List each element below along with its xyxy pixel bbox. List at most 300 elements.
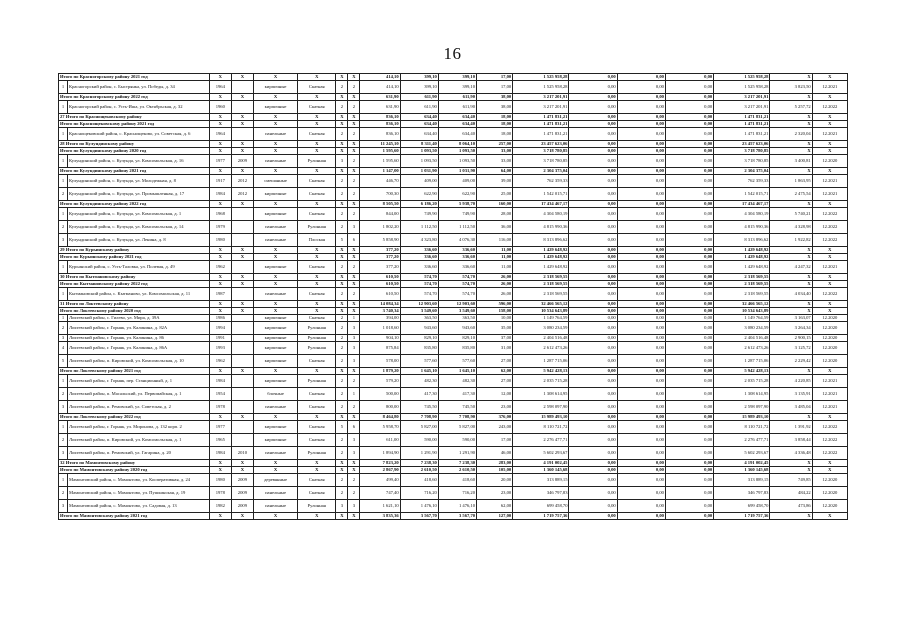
cell: X xyxy=(298,94,336,101)
cell: 1 147,00 xyxy=(360,168,400,175)
cell: 1 429 648,92 xyxy=(714,254,770,261)
cell: 1 149 764,59 xyxy=(714,315,770,322)
cell: 2009 xyxy=(231,500,253,513)
cell: 1 018,60 xyxy=(360,322,400,335)
cell: X xyxy=(231,308,253,315)
cell: 0,00 xyxy=(665,414,713,421)
address-cell: Локтевский район, г. Горняк, ул. Калинина, д. 86А xyxy=(68,342,210,355)
cell: X xyxy=(812,121,847,128)
cell: панельные xyxy=(253,128,297,141)
cell: X xyxy=(770,308,812,315)
cell: 3 858,44 xyxy=(770,434,812,447)
cell: 0,00 xyxy=(617,121,665,128)
cell: 1977 xyxy=(209,421,231,434)
cell: X xyxy=(812,254,847,261)
cell: 1 xyxy=(59,128,68,141)
cell: 0,00 xyxy=(569,221,617,234)
cell: 2 318 569,55 xyxy=(714,281,770,288)
cell: 0,00 xyxy=(569,460,617,467)
cell: 0,00 xyxy=(665,460,713,467)
cell: X xyxy=(209,301,231,308)
cell: X xyxy=(298,308,336,315)
cell: X xyxy=(231,368,253,375)
cell: X xyxy=(812,368,847,375)
cell: X xyxy=(348,114,360,121)
cell: 0,00 xyxy=(569,74,617,81)
cell: 336,60 xyxy=(438,261,476,274)
cell: 3 718 780,85 xyxy=(513,148,569,155)
cell: 0,00 xyxy=(665,201,713,208)
cell: Скатная xyxy=(298,288,336,301)
cell: 2 318 569,55 xyxy=(513,274,569,281)
cell: 0,00 xyxy=(617,221,665,234)
cell: 0,00 xyxy=(665,148,713,155)
subtotal-label: Итого по Красногорскому району 2022 год xyxy=(59,94,210,101)
cell: 0,00 xyxy=(617,315,665,322)
cell: 745,50 xyxy=(400,401,438,414)
cell: X xyxy=(209,254,231,261)
cell: 1 471 831,21 xyxy=(714,128,770,141)
building-row xyxy=(59,434,848,447)
cell: X xyxy=(253,460,297,467)
cell: 943,60 xyxy=(400,322,438,335)
cell: 1964 xyxy=(209,81,231,94)
cell: 0,00 xyxy=(569,148,617,155)
cell: X xyxy=(348,308,360,315)
cell: 25,00 xyxy=(477,188,513,201)
cell: X xyxy=(812,460,847,467)
cell: 5 xyxy=(59,355,68,368)
cell: 409,00 xyxy=(400,175,438,188)
cell: 0,00 xyxy=(569,342,617,355)
cell: 3 163,07 xyxy=(770,315,812,322)
cell: 3 xyxy=(348,221,360,234)
address-cell: Локтевский район, г. Горняк, ул. Калинина, д. 82А xyxy=(68,322,210,335)
cell: 0,00 xyxy=(617,288,665,301)
cell: 2 xyxy=(348,81,360,94)
cell: смешанные xyxy=(253,175,297,188)
cell: 0,00 xyxy=(665,388,713,401)
cell: Рулонная xyxy=(298,155,336,168)
housing-repair-table xyxy=(58,73,848,520)
cell: 376,00 xyxy=(477,414,513,421)
cell: деревянные xyxy=(253,474,297,487)
cell: X xyxy=(336,254,348,261)
cell: 1 112,50 xyxy=(400,221,438,234)
cell: 17,00 xyxy=(477,81,513,94)
cell: 2 xyxy=(336,434,348,447)
cell: 716,20 xyxy=(400,487,438,500)
cell: 2012 xyxy=(231,188,253,201)
subtotal-row xyxy=(59,460,848,467)
building-row xyxy=(59,175,848,188)
subtotal-label: Итого по Краснощековскому району 2021 год xyxy=(59,121,210,128)
cell: 610,50 xyxy=(360,281,400,288)
cell: 0,00 xyxy=(665,74,713,81)
cell: X xyxy=(209,168,231,175)
cell: X xyxy=(770,201,812,208)
cell: 2 xyxy=(336,175,348,188)
cell: 12.2020 xyxy=(812,355,847,368)
subtotal-label: 29 Итого по Курьинскому району xyxy=(59,247,210,254)
cell: 336,60 xyxy=(438,247,476,254)
cell: 12.2021 xyxy=(812,128,847,141)
cell: 0,00 xyxy=(569,474,617,487)
cell: 1 360 145,68 xyxy=(714,467,770,474)
cell: 336,60 xyxy=(400,247,438,254)
cell: 0,00 xyxy=(665,114,713,121)
cell: 0,00 xyxy=(569,447,617,460)
cell: X xyxy=(336,94,348,101)
cell: 0,00 xyxy=(665,487,713,500)
cell: 574,70 xyxy=(438,274,476,281)
cell: 3 567,70 xyxy=(438,513,476,520)
cell: 3 xyxy=(59,401,68,414)
cell: 0,00 xyxy=(665,221,713,234)
cell xyxy=(231,322,253,335)
cell: 0,00 xyxy=(617,467,665,474)
cell: 12.2021 xyxy=(812,81,847,94)
cell: Скатная xyxy=(298,434,336,447)
cell: X xyxy=(253,301,297,308)
cell: 2 610,50 xyxy=(400,467,438,474)
cell: X xyxy=(336,148,348,155)
cell: X xyxy=(812,141,847,148)
subtotal-row xyxy=(59,141,848,148)
cell: 0,00 xyxy=(617,500,665,513)
cell: 1 429 648,92 xyxy=(513,254,569,261)
cell: 1 287 715,06 xyxy=(714,355,770,368)
cell: Скатная xyxy=(298,128,336,141)
cell: X xyxy=(770,148,812,155)
cell: X xyxy=(336,114,348,121)
cell: X xyxy=(298,148,336,155)
cell: 12.2020 xyxy=(812,335,847,342)
cell: 3 264,34 xyxy=(770,322,812,335)
cell: 0,00 xyxy=(617,368,665,375)
cell: 3 xyxy=(348,434,360,447)
address-cell: Локтевский район, с. Гилево, ул. Мира, д. 39А xyxy=(68,315,210,322)
cell: X xyxy=(812,414,847,421)
cell: 4 815 990,36 xyxy=(714,221,770,234)
cell: панельные xyxy=(253,234,297,247)
cell: 5 xyxy=(336,234,348,247)
cell: 1 093,50 xyxy=(438,148,476,155)
cell: 0,00 xyxy=(665,500,713,513)
cell: 1 645,10 xyxy=(438,368,476,375)
cell: 1 542 015,71 xyxy=(513,188,569,201)
cell: 12.2022 xyxy=(812,288,847,301)
cell: 1978 xyxy=(209,487,231,500)
cell: X xyxy=(348,141,360,148)
cell: 829,10 xyxy=(438,335,476,342)
cell: 836,10 xyxy=(360,128,400,141)
cell: 3 xyxy=(348,335,360,342)
building-row xyxy=(59,401,848,414)
cell: 0,00 xyxy=(569,234,617,247)
cell: 749,90 xyxy=(438,208,476,221)
cell: 36,00 xyxy=(477,221,513,234)
cell: 0,00 xyxy=(617,342,665,355)
subtotal-label: Итого по Мамонтовскому району 2021 год xyxy=(59,513,210,520)
address-cell: Локтевский район, п. Ремовский, ул. Советская, д. 2 xyxy=(68,401,210,414)
cell: 18,00 xyxy=(477,114,513,121)
cell: X xyxy=(209,141,231,148)
cell: X xyxy=(298,74,336,81)
cell: 4 323,80 xyxy=(400,234,438,247)
cell: X xyxy=(209,247,231,254)
cell: 1964 xyxy=(209,128,231,141)
cell: 611,90 xyxy=(438,94,476,101)
cell: 1 031,90 xyxy=(438,168,476,175)
cell: 2 xyxy=(336,288,348,301)
cell: 8 311,40 xyxy=(400,141,438,148)
cell: 2 xyxy=(348,101,360,114)
cell: 4 220,85 xyxy=(770,375,812,388)
cell: 0,00 xyxy=(617,335,665,342)
cell: 0,00 xyxy=(617,148,665,155)
cell: 3 567,70 xyxy=(400,513,438,520)
cell: 2 276 477,71 xyxy=(714,434,770,447)
cell: 0,00 xyxy=(617,301,665,308)
cell: X xyxy=(812,281,847,288)
subtotal-row xyxy=(59,74,848,81)
cell: 1 863,95 xyxy=(770,175,812,188)
cell xyxy=(231,315,253,322)
cell: 0,00 xyxy=(617,261,665,274)
cell: кирпичные xyxy=(253,355,297,368)
cell: 31,00 xyxy=(477,342,513,355)
cell: 12.2022 xyxy=(812,221,847,234)
cell: панельные xyxy=(253,221,297,234)
cell: 611,90 xyxy=(400,94,438,101)
cell: X xyxy=(336,247,348,254)
subtotal-row xyxy=(59,274,848,281)
cell: 2012 xyxy=(231,175,253,188)
cell xyxy=(231,342,253,355)
cell: 346 797,83 xyxy=(714,487,770,500)
cell: X xyxy=(209,114,231,121)
cell: 1 525 958,28 xyxy=(714,81,770,94)
cell: X xyxy=(348,414,360,421)
cell: 2009 xyxy=(231,155,253,168)
cell: 417,30 xyxy=(438,388,476,401)
cell: X xyxy=(231,121,253,128)
cell: 3 823,50 xyxy=(770,81,812,94)
cell: X xyxy=(812,74,847,81)
cell: 1 093,50 xyxy=(400,148,438,155)
cell: X xyxy=(253,148,297,155)
cell: 2 035 715,28 xyxy=(513,375,569,388)
cell: X xyxy=(231,281,253,288)
cell: 1 471 831,21 xyxy=(513,128,569,141)
cell: кирпичные xyxy=(253,335,297,342)
cell: 716,20 xyxy=(438,487,476,500)
cell: 0,00 xyxy=(569,487,617,500)
cell: 0,00 xyxy=(665,322,713,335)
cell: 2 035 715,28 xyxy=(714,375,770,388)
cell: 2 xyxy=(336,261,348,274)
cell: X xyxy=(209,121,231,128)
cell: 634,40 xyxy=(400,121,438,128)
cell: 363,50 xyxy=(400,315,438,322)
cell: 8 110 721,72 xyxy=(714,421,770,434)
cell: 5 858,90 xyxy=(360,234,400,247)
cell: X xyxy=(209,281,231,288)
cell: 1 645,10 xyxy=(400,368,438,375)
cell: X xyxy=(770,94,812,101)
cell: 12.2021 xyxy=(812,388,847,401)
cell: 414,10 xyxy=(360,81,400,94)
cell: 377,20 xyxy=(360,261,400,274)
cell: 1 xyxy=(59,101,68,114)
address-cell: Локтевский район, г. Горняк, пер. Станционный, д. 1 xyxy=(68,375,210,388)
cell: 1 391,92 xyxy=(770,421,812,434)
cell: 0,00 xyxy=(617,355,665,368)
cell: 0,00 xyxy=(665,513,713,520)
cell: кирпичные xyxy=(253,434,297,447)
cell: 12.2020 xyxy=(812,155,847,168)
address-cell: Локтевский район, п. Кировский, ул. Комсомольская, д. 1 xyxy=(68,434,210,447)
cell: 4 191 002,45 xyxy=(513,460,569,467)
cell: кирпичные xyxy=(253,188,297,201)
cell: 0,00 xyxy=(665,128,713,141)
cell: 3 217 201,91 xyxy=(513,94,569,101)
cell: 749,85 xyxy=(770,474,812,487)
cell: 590,00 xyxy=(438,434,476,447)
cell: 0,00 xyxy=(569,308,617,315)
cell: 399,10 xyxy=(400,74,438,81)
cell: 0,00 xyxy=(569,322,617,335)
cell: Скатная xyxy=(298,188,336,201)
cell: 12.2020 xyxy=(812,500,847,513)
cell: 4 247,32 xyxy=(770,261,812,274)
cell: 23 457 623,06 xyxy=(714,141,770,148)
cell: X xyxy=(231,460,253,467)
cell: 2 xyxy=(59,388,68,401)
cell: X xyxy=(812,467,847,474)
cell: X xyxy=(348,148,360,155)
cell: X xyxy=(209,513,231,520)
cell: 2 304 375,04 xyxy=(513,168,569,175)
cell: 3 080 234,59 xyxy=(513,322,569,335)
cell: 1 360 145,68 xyxy=(513,467,569,474)
cell: 1968 xyxy=(209,208,231,221)
cell: X xyxy=(298,368,336,375)
cell: 610,50 xyxy=(360,274,400,281)
cell: 1 308 614,95 xyxy=(714,388,770,401)
cell: 1 xyxy=(348,388,360,401)
cell: 0,00 xyxy=(617,487,665,500)
subtotal-row xyxy=(59,414,848,421)
cell: 3 xyxy=(348,447,360,460)
cell: 7 238,30 xyxy=(400,460,438,467)
cell: 6 xyxy=(348,234,360,247)
cell: 1 291,90 xyxy=(438,447,476,460)
subtotal-label: 28 Итого по Кулундинскому району xyxy=(59,141,210,148)
cell: 0,00 xyxy=(617,414,665,421)
cell: 1 xyxy=(59,81,68,94)
cell: 0,00 xyxy=(665,421,713,434)
cell: 0,00 xyxy=(569,101,617,114)
cell: X xyxy=(253,141,297,148)
cell: 23,00 xyxy=(477,401,513,414)
cell: 844,00 xyxy=(360,208,400,221)
cell: X xyxy=(253,74,297,81)
cell: 0,00 xyxy=(569,368,617,375)
cell: 0,00 xyxy=(665,368,713,375)
cell: 4 336,48 xyxy=(770,447,812,460)
cell: 8 110 721,72 xyxy=(513,421,569,434)
cell: X xyxy=(770,513,812,520)
building-row xyxy=(59,315,848,322)
cell: X xyxy=(348,368,360,375)
cell: 12.2021 xyxy=(812,175,847,188)
cell: 2 xyxy=(336,375,348,388)
cell: 2 xyxy=(59,221,68,234)
cell: 1 xyxy=(59,175,68,188)
cell: X xyxy=(348,467,360,474)
cell: 2 612 473,26 xyxy=(714,342,770,355)
cell xyxy=(231,288,253,301)
cell: X xyxy=(298,114,336,121)
address-cell: Локтевский район, г. Горняк, ул. Миронова, д. 132 корп. 2 xyxy=(68,421,210,434)
cell: X xyxy=(253,201,297,208)
cell: 0,00 xyxy=(569,421,617,434)
subtotal-label: Итого по Локтевскому району 2020 год xyxy=(59,308,210,315)
cell: 0,00 xyxy=(569,188,617,201)
cell: 1 xyxy=(59,315,68,322)
cell: 1 xyxy=(59,288,68,301)
cell: 2 xyxy=(348,474,360,487)
subtotal-label: Итого по Локтевскому району 2022 год xyxy=(59,414,210,421)
cell: 0,00 xyxy=(665,355,713,368)
cell: 0,00 xyxy=(665,447,713,460)
cell: 0,00 xyxy=(665,308,713,315)
cell: 0,00 xyxy=(569,315,617,322)
cell: 578,00 xyxy=(360,355,400,368)
cell: 33,00 xyxy=(477,155,513,168)
cell: X xyxy=(298,141,336,148)
cell: 1 xyxy=(59,375,68,388)
cell: 634,40 xyxy=(438,114,476,121)
cell: 0,00 xyxy=(665,315,713,322)
cell: 1 xyxy=(59,421,68,434)
cell: 5 740,21 xyxy=(770,208,812,221)
cell: 3 718 780,85 xyxy=(714,155,770,168)
cell: 0,00 xyxy=(665,208,713,221)
cell: X xyxy=(253,274,297,281)
cell: 611,90 xyxy=(400,101,438,114)
cell: 17,00 xyxy=(477,74,513,81)
cell: 12 903,60 xyxy=(438,301,476,308)
cell: 699 458,70 xyxy=(714,500,770,513)
table-body xyxy=(59,74,848,520)
address-cell: Кулундинский район, с. Кулунда, ул. Молодежная, д. 8 xyxy=(68,175,210,188)
subtotal-label: 27 Итого по Краснощековскому району xyxy=(59,114,210,121)
cell: 0,00 xyxy=(665,168,713,175)
building-row xyxy=(59,447,848,460)
cell xyxy=(231,261,253,274)
cell: 12.2021 xyxy=(812,188,847,201)
cell: 1 xyxy=(59,208,68,221)
cell: 2 xyxy=(336,101,348,114)
cell: 3 217 201,91 xyxy=(714,94,770,101)
cell: 0,00 xyxy=(665,401,713,414)
cell: 2 318 569,55 xyxy=(714,274,770,281)
cell: X xyxy=(209,74,231,81)
cell: 62,00 xyxy=(477,368,513,375)
